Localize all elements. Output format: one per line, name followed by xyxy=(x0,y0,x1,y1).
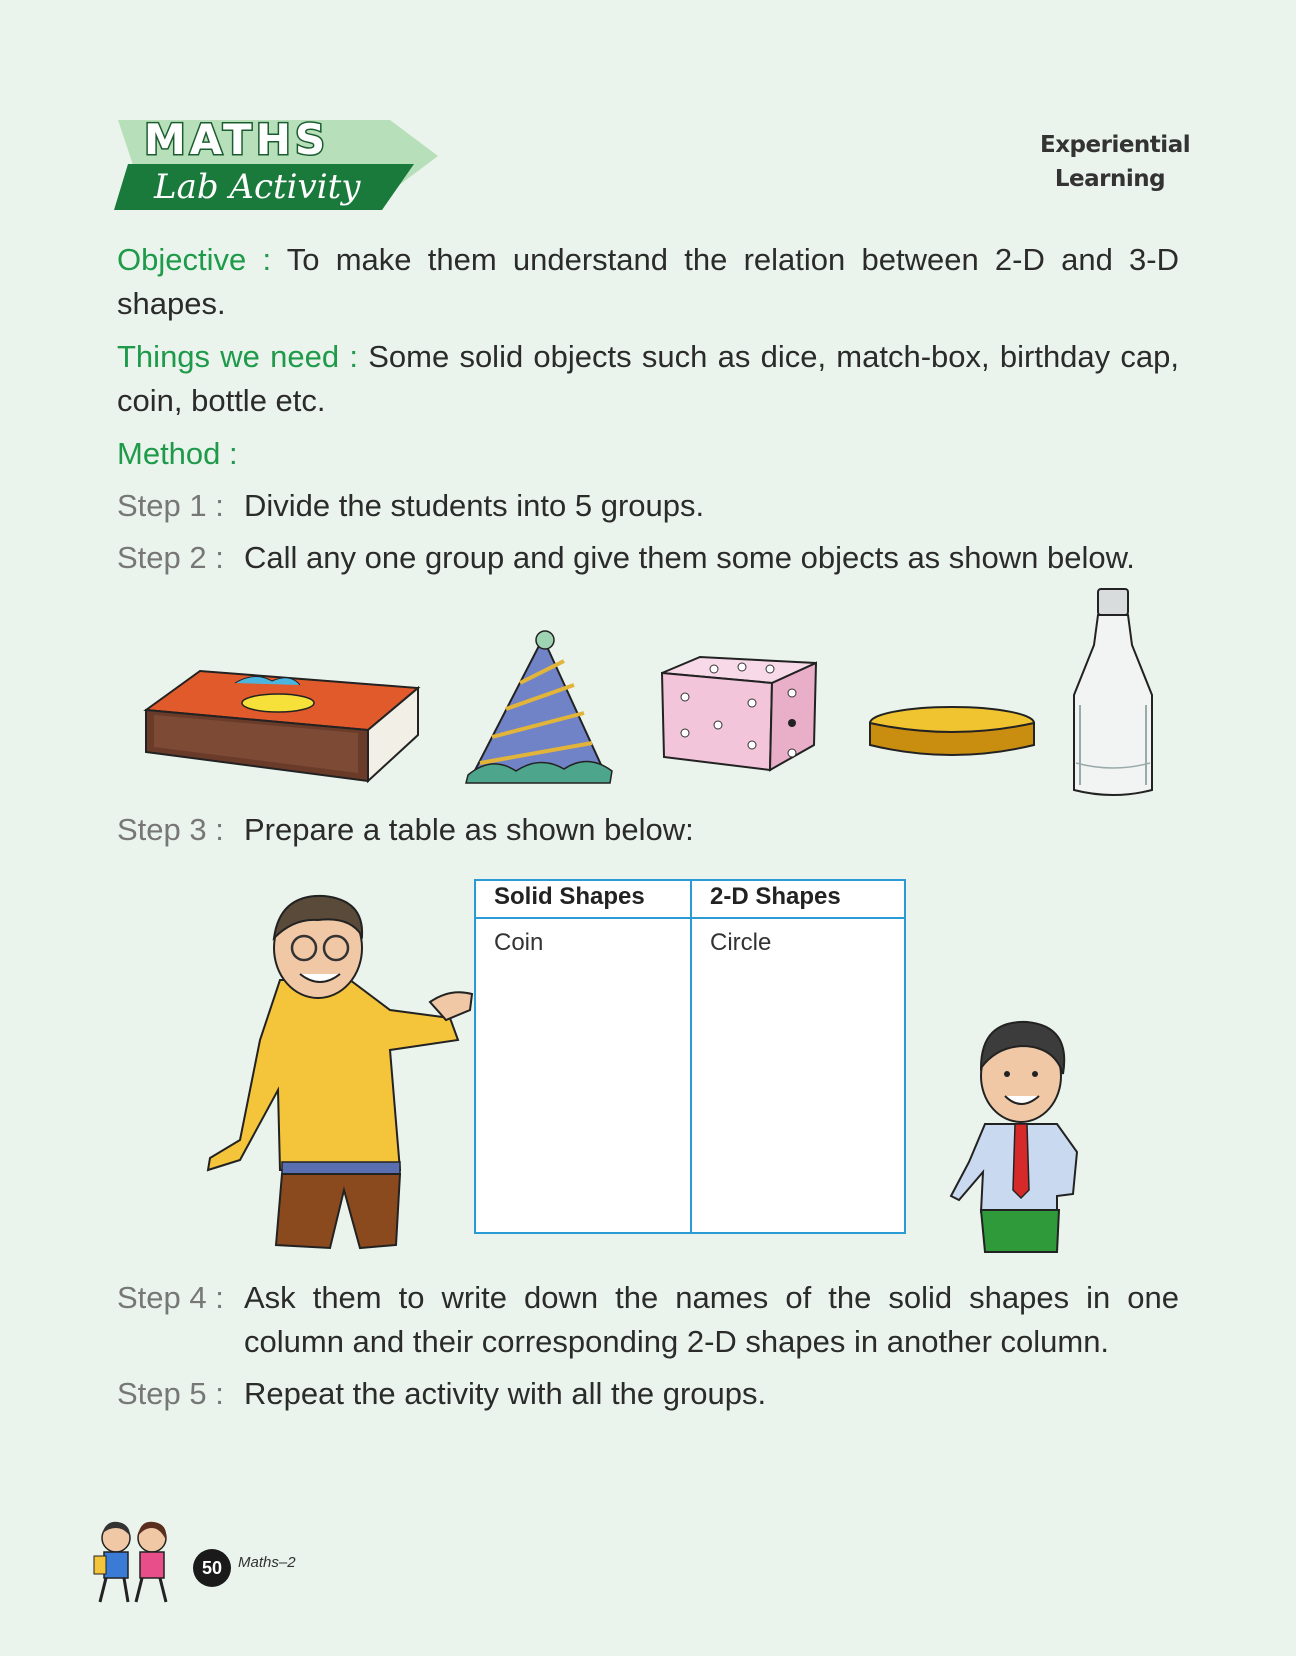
step-4-label: Step 4 : xyxy=(117,1280,224,1315)
tag-line-2: Learning xyxy=(1054,166,1166,192)
student-icon xyxy=(951,1022,1077,1252)
student-illustration xyxy=(945,1012,1095,1257)
step-2-label: Step 2 : xyxy=(117,540,224,575)
kids-mascot-icon xyxy=(86,1512,182,1608)
step-4-text: Ask them to write down the names of the solid shapes in one column and their corresponding 2-D shapes in another column. xyxy=(244,1280,1179,1359)
dice-icon xyxy=(662,657,816,770)
step-5 xyxy=(117,1372,1179,1416)
tag-line-1: Experiential xyxy=(1040,132,1191,158)
banner-subtitle: Lab Activity xyxy=(154,167,361,207)
page-number: 50 xyxy=(193,1549,231,1587)
step-3 xyxy=(117,808,1179,852)
banner-title: MATHS xyxy=(144,116,330,164)
objective-label: Objective : xyxy=(117,242,272,277)
table-cell-2d: Circle xyxy=(710,929,772,956)
step-1-text: Divide the students into 5 groups. xyxy=(244,488,705,523)
bottle-icon xyxy=(1074,589,1152,795)
step-1 xyxy=(117,484,1179,528)
things-text: Some solid objects such as dice, match-box, birthday cap, coin, bottle etc. xyxy=(117,339,1179,418)
banner-graphic xyxy=(114,116,438,212)
coin-icon xyxy=(870,707,1034,755)
table-header-solid-shapes: Solid Shapes xyxy=(494,883,645,910)
teacher-illustration xyxy=(200,890,475,1255)
table-cell-solid: Coin xyxy=(494,929,544,956)
experiential-learning-tag xyxy=(1040,128,1191,196)
objective-paragraph xyxy=(117,238,1179,326)
step-1-label: Step 1 : xyxy=(117,488,224,523)
table-header-divider xyxy=(476,917,904,919)
step-4 xyxy=(117,1276,1179,1364)
maths-lab-activity-banner xyxy=(114,116,438,212)
things-label: Things we need : xyxy=(117,339,358,374)
table-header-2d-shapes: 2-D Shapes xyxy=(710,883,841,910)
step-2 xyxy=(117,536,1179,580)
method-label: Method : xyxy=(117,436,238,471)
table-column-divider xyxy=(690,881,692,1232)
shapes-table xyxy=(474,879,906,1234)
step-5-text: Repeat the activity with all the groups. xyxy=(244,1376,767,1411)
step-3-label: Step 3 : xyxy=(117,812,224,847)
step-2-text: Call any one group and give them some objects as shown below. xyxy=(244,540,1135,575)
objects-illustration xyxy=(140,585,1160,800)
things-paragraph xyxy=(117,335,1179,423)
book-title: Maths–2 xyxy=(238,1554,296,1571)
step-5-label: Step 5 : xyxy=(117,1376,224,1411)
teacher-icon xyxy=(208,896,472,1248)
birthday-cap-icon xyxy=(466,631,612,783)
step-3-text: Prepare a table as shown below: xyxy=(244,812,694,847)
matchbox-icon xyxy=(146,671,418,781)
objective-text: To make them understand the relation between 2-D and 3-D shapes. xyxy=(117,242,1179,321)
